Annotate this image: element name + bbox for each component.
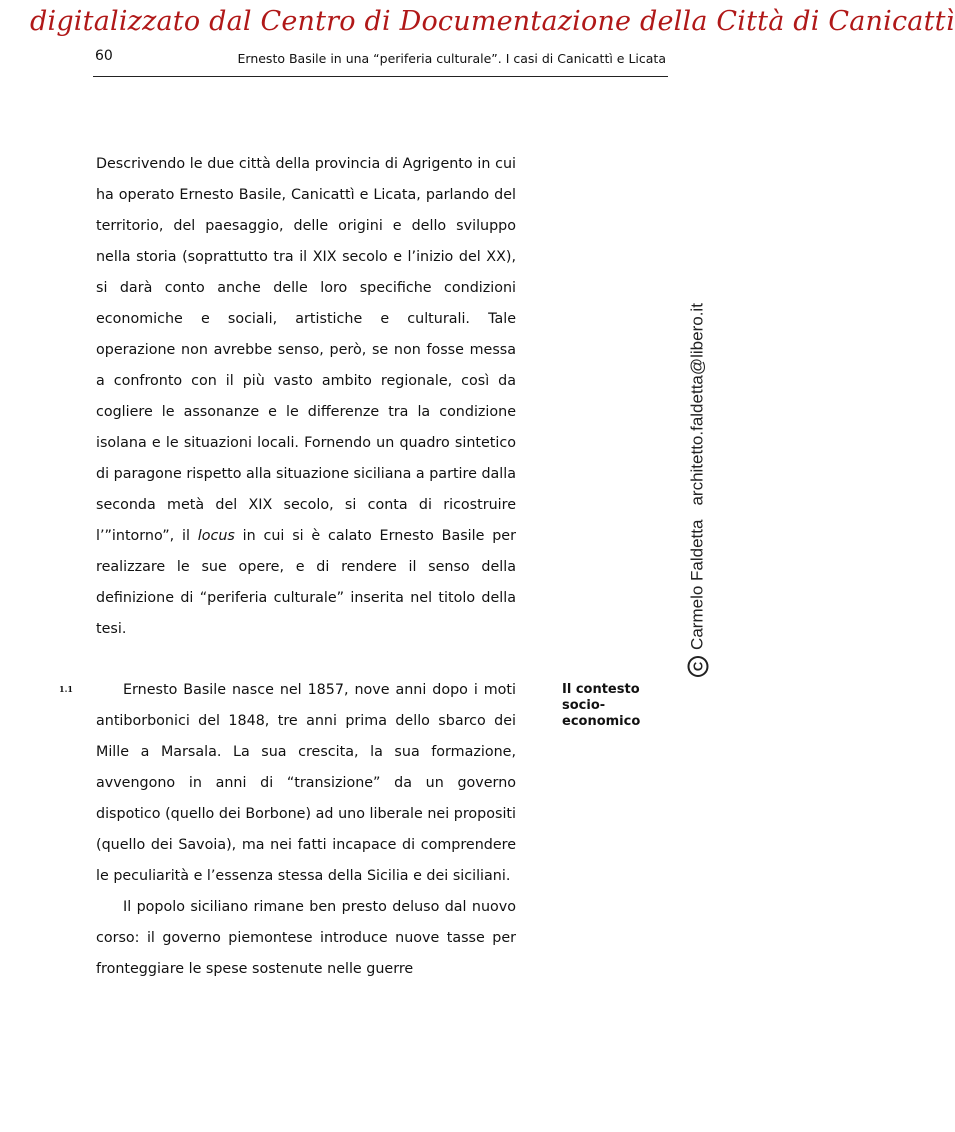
header-rule: [93, 76, 668, 77]
watermark-email: architetto.faldetta@libero.it: [687, 303, 707, 506]
section-number-text: 1.1: [59, 684, 73, 694]
page-number: 60: [95, 48, 113, 64]
digitization-banner: digitalizzato dal Centro di Documentazione della Città di Canicattì: [30, 6, 955, 37]
section-number: [59, 684, 73, 694]
copyright-icon: C: [688, 656, 709, 677]
intro-text-part1: Descrivendo le due città della provincia di Agrigento in cui ha operato Ernesto Basile, Canicattì e Licata, parlando del territorio, del paesaggio, delle origini e dello sviluppo nella storia (soprattutto tra il XIX secolo e l’inizio del XX), si darà conto anche delle loro specifiche condizioni economiche e sociali, artistiche e culturali. Tale operazione non avrebbe senso, però, se non fosse messa a confronto con il più vasto ambito regionale, così da cogliere le assonanze e le differenze tra la condizione isolana e le situazioni locali. Fornendo un quadro sintetico di paragone rispetto alla situazione siciliana a partire dalla seconda metà del XIX secolo, si conta di ricostruire l’”intorno”, il: [96, 156, 516, 544]
body-paragraph-1: Ernesto Basile nasce nel 1857, nove anni dopo i moti antiborbonici del 1848, tre anni prima dello sbarco dei Mille a Marsala. La sua crescita, la sua formazione, avvengono in anni di “transizione” da un governo dispotico (quello dei Borbone) ad uno liberale nei propositi (quello dei Savoia), ma nei fatti incapace di comprendere le peculiarità e l’essenza stessa della Sicilia e dei siciliani.: [96, 682, 516, 884]
watermark-author: Carmelo Faldetta: [687, 519, 707, 650]
section-body: [96, 675, 516, 985]
running-title: Ernesto Basile in una “periferia culturale”. I casi di Canicattì e Licata: [237, 51, 666, 66]
intro-italic-term: locus: [197, 528, 235, 544]
intro-text-part2: in cui si è calato Ernesto Basile per realizzare le sue opere, e di rendere il senso della definizione di “periferia culturale” inserita nel titolo della tesi.: [96, 528, 516, 637]
body-paragraph-2: Il popolo siciliano rimane ben presto deluso dal nuovo corso: il governo piemontese introduce nuove tasse per fronteggiare le spese sostenute nelle guerre: [96, 899, 516, 977]
intro-paragraph: [96, 149, 516, 645]
section-heading: Il contesto socio-economico: [562, 682, 641, 729]
